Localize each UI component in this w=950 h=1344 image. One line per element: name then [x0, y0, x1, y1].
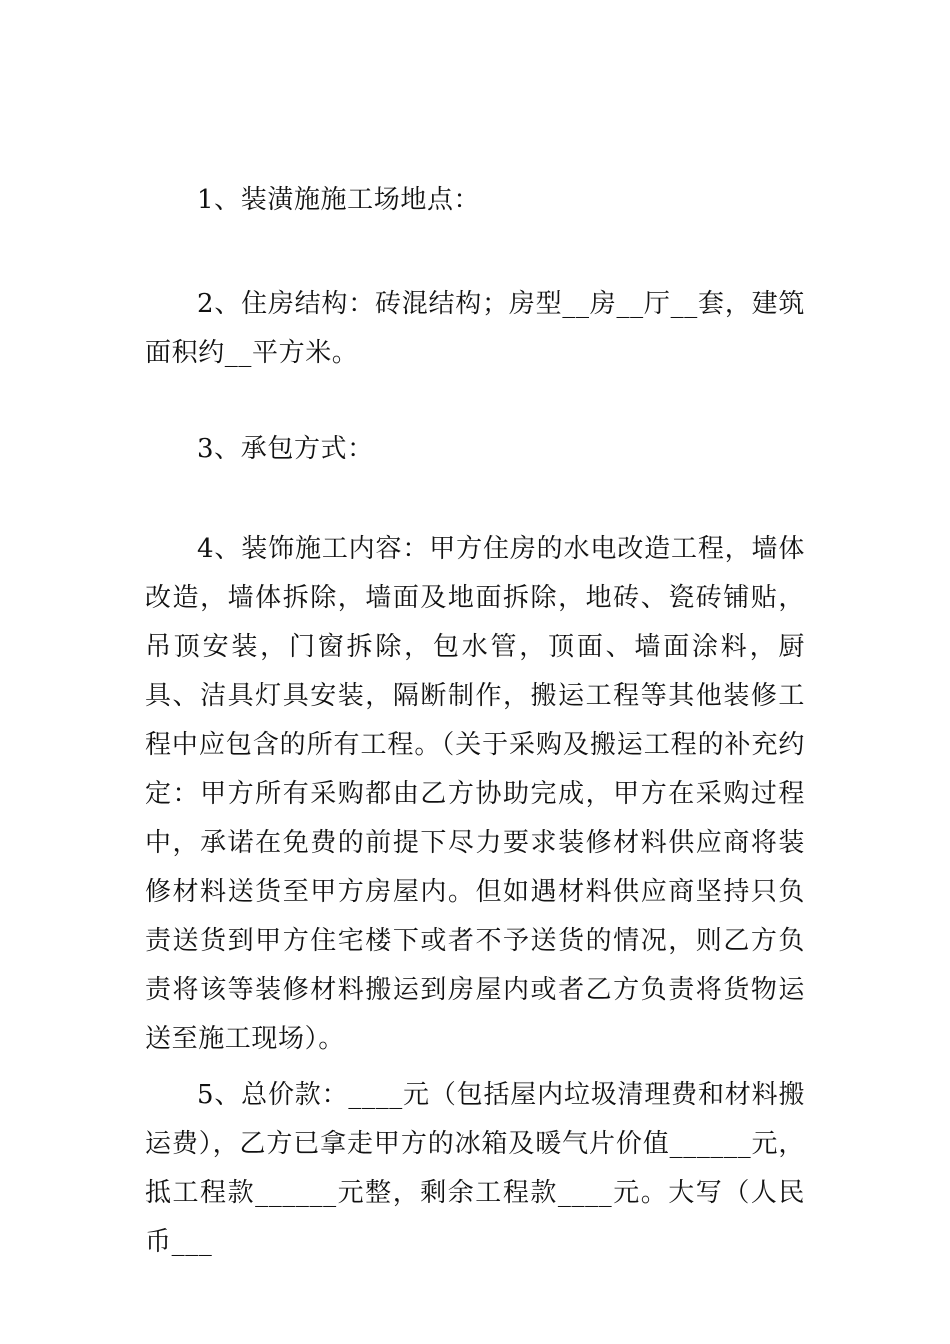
clause-2-housing-structure: [145, 280, 805, 378]
paragraph-text: 4、装饰施工内容：甲方住房的水电改造工程，墙体改造，墙体拆除，墙面及地面拆除，地砖、瓷砖铺贴，吊顶安装，门窗拆除，包水管，顶面、墙面涂料，厨具、洁具灯具安装，隔断制作，搬运工程等其他装修工程中应包含的所有工程。（关于采购及搬运工程的补充约定：甲方所有采购都由乙方协助完成，甲方在采购过程中，承诺在免费的前提下尽力要求装修材料供应商将装修材料送货至甲方房屋内。但如遇材料供应商坚持只负责送货到甲方住宅楼下或者不予送货的情况，则乙方负责将该等装修材料搬运到房屋内或者乙方负责将货物运送至施工现场）。: [145, 534, 805, 1054]
paragraph-text: 1、装潢施施工场地点：: [197, 185, 481, 215]
clause-4-construction-content: [145, 525, 805, 1064]
clause-5-total-price: [145, 1071, 805, 1267]
clause-3-contract-method: [145, 425, 805, 474]
paragraph-text: 3、承包方式：: [197, 434, 374, 464]
clause-1-site-location: [145, 176, 805, 225]
paragraph-text: 2、住房结构：砖混结构；房型__房__厅__套，建筑面积约__平方米。: [145, 289, 805, 368]
paragraph-text: 5、总价款：____元（包括屋内垃圾清理费和材料搬运费），乙方已拿走甲方的冰箱及暖气片价值______元，抵工程款______元整，剩余工程款____元。大写（人民币___: [145, 1080, 805, 1257]
